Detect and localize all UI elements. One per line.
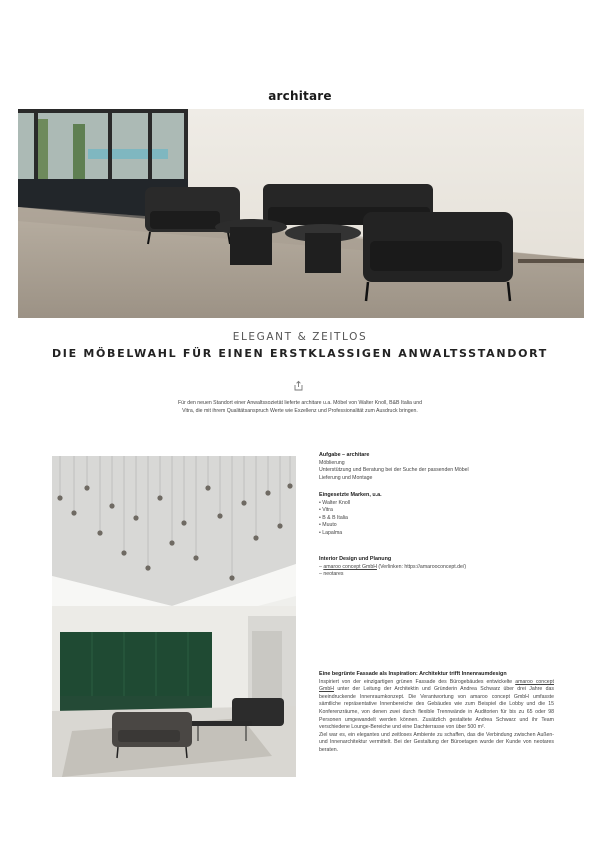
lounge-illustration [18, 109, 584, 318]
share-icon[interactable] [293, 380, 304, 391]
article-section [319, 671, 554, 755]
brands-list [319, 500, 554, 538]
article-paragraph-2: Ziel war es, ein elegantes und zeitloses Ambiente zu schaffen, das die Verbindung zwischen Außen- und Innenarchitektur vermittelt. Bei der Gestaltung der Büroetagen wurde der Kunde von neotares beraten. [319, 731, 554, 753]
brands-section [319, 492, 554, 538]
brand-item: • Walter Knoll [319, 500, 554, 508]
lobby-photo [52, 456, 296, 777]
task-section [319, 452, 554, 482]
task-item: Unterstützung und Beratung bei der Suche der passenden Möbel [319, 467, 469, 474]
task-item: Möblierung [319, 459, 345, 466]
dash: – [319, 563, 324, 570]
design-section [319, 556, 554, 579]
article-text: unter der Leitung der Architektin und Gründerin Andrea Schwarz über drei Jahre das beeindruckende Innenraumkonzept. Die Verantwortung von amaroo concept GmbH umfasste sämtliche repräsentative Innenbereiche des Gebäudes wie zum Beispiel die Lobby und die 15 Konferenzräume, von denen zwei durch flexible Trennwände in Auditorien für bis zu 65 oder 98 Personen umgewandelt werden können. Zusätzlich gestaltete Andrea Schwarz und ihr Team verschiedene Lounge-Bereiche und eine Dachterrasse von über 500 m². [319, 686, 554, 731]
task-item: Lieferung und Montage [319, 474, 373, 481]
amaroo-link[interactable]: amaroo concept GmbH [323, 563, 377, 570]
brand-item: • Muuto [319, 522, 554, 530]
brand-item: • Vitra [319, 507, 554, 515]
brand-item: • B & B Italia [319, 515, 554, 523]
brand-item: • Lapalma [319, 530, 554, 538]
design-line-1 [319, 564, 554, 572]
intro-line-2: Vitra, die mit ihrem Qualitätsanspruch Werte wie Exzellenz und Professionalität zum Ausdruck bringen. [182, 408, 418, 414]
design-line-2: – neotares [319, 571, 344, 578]
link-note: (Verlinken: https://amarooconcept.de/) [376, 563, 467, 570]
hero-photo-lounge [18, 109, 584, 318]
brand-logo: architare [268, 89, 332, 103]
intro-text [130, 399, 470, 415]
article-text: Inspiriert von der einzigartigen grünen Fassade des Bürogebäudes entwickelte [319, 678, 516, 685]
design-title: Interior Design und Planung [319, 556, 392, 562]
page-title: DIE MÖBELWAHL FÜR EINEN ERSTKLASSIGEN ANWALTSSTANDORT [51, 347, 549, 360]
amaroo-link-inline[interactable]: amaroo concept GmbH [319, 678, 555, 693]
brands-title: Eingesetzte Marken, u.a. [319, 492, 382, 498]
lobby-illustration [52, 456, 296, 777]
task-title: Aufgabe – architare [319, 452, 370, 458]
section-kicker: ELEGANT & ZEITLOS [232, 331, 368, 343]
article-title: Eine begrünte Fassade als Inspiration: Architektur trifft Innenraumdesign [319, 671, 507, 677]
article-paragraph-1 [319, 679, 554, 732]
intro-line-1: Für den neuen Standort einer Anwaltssozietät lieferte architare u.a. Möbel von Walter Knoll, B&B Italia und [177, 400, 423, 406]
